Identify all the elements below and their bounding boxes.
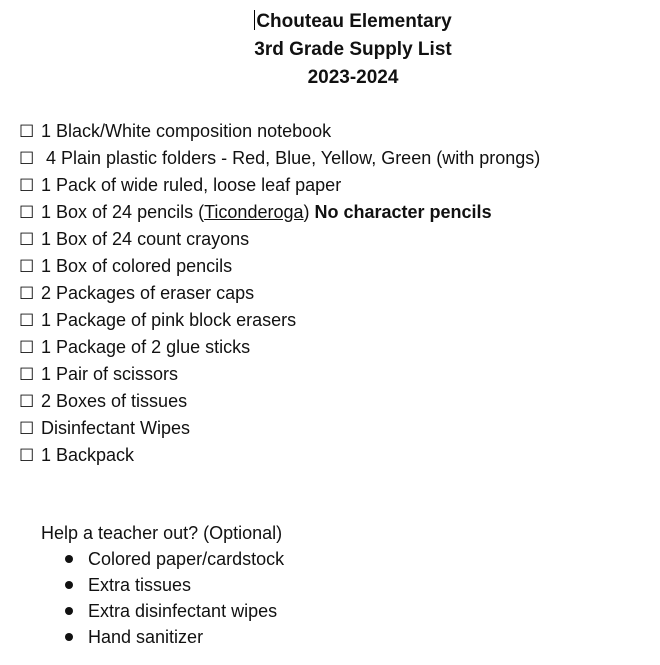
optional-list	[65, 546, 284, 650]
supply-item-text: 1 Pair of scissors	[41, 364, 179, 384]
supply-item	[19, 388, 540, 415]
list-item	[65, 546, 284, 572]
pencil-brand: Ticonderoga	[204, 202, 304, 222]
supply-item	[19, 361, 540, 388]
bullet-icon	[65, 607, 73, 615]
supply-item	[19, 307, 540, 334]
list-title: 3rd Grade Supply List	[254, 39, 452, 60]
checkbox-icon[interactable]: ☐	[19, 122, 35, 141]
checkbox-icon[interactable]: ☐	[19, 230, 35, 249]
bullet-icon	[65, 633, 73, 641]
supply-item-text: Disinfectant Wipes	[41, 418, 191, 438]
checkbox-icon[interactable]: ☐	[19, 446, 35, 465]
supply-item-text: 1 Pack of wide ruled, loose leaf paper	[41, 175, 342, 195]
supply-item-text: 1 Backpack	[41, 445, 135, 465]
supply-item-text: 4 Plain plastic folders - Red, Blue, Yellow, Green (with prongs)	[41, 148, 541, 168]
pencil-note: No character pencils	[314, 202, 492, 222]
optional-item-text: Extra disinfectant wipes	[88, 601, 278, 621]
supply-item-text: 1 Black/White composition notebook	[41, 121, 332, 141]
supply-item-text-after: )	[303, 202, 315, 222]
checkbox-icon[interactable]: ☐	[19, 203, 35, 222]
list-item	[65, 598, 284, 624]
supply-item	[19, 280, 540, 307]
checkbox-icon[interactable]: ☐	[19, 419, 35, 438]
checkbox-icon[interactable]: ☐	[19, 311, 35, 330]
supply-item	[19, 334, 540, 361]
supply-item-text: 1 Box of colored pencils	[41, 256, 233, 276]
checkbox-icon[interactable]: ☐	[19, 284, 35, 303]
school-name	[0, 8, 660, 36]
supply-item-text: 2 Boxes of tissues	[41, 391, 188, 411]
optional-heading: Help a teacher out? (Optional)	[41, 523, 283, 543]
supply-item	[19, 118, 540, 145]
checkbox-icon[interactable]: ☐	[19, 338, 35, 357]
supply-item-text: 1 Box of 24 count crayons	[41, 229, 250, 249]
supply-item	[19, 199, 540, 226]
school-year: 2023-2024	[307, 67, 399, 88]
list-item	[65, 624, 284, 650]
supply-item	[19, 253, 540, 280]
supply-item	[19, 145, 540, 172]
supply-item	[19, 415, 540, 442]
supply-item	[19, 442, 540, 469]
checkbox-icon[interactable]: ☐	[19, 149, 35, 168]
checkbox-icon[interactable]: ☐	[19, 176, 35, 195]
supply-item-text: 1 Box of 24 pencils (	[41, 202, 205, 222]
supply-checklist	[19, 118, 540, 469]
bullet-icon	[65, 555, 73, 563]
supply-item-text: 1 Package of 2 glue sticks	[41, 337, 251, 357]
supply-item-text: 2 Packages of eraser caps	[41, 283, 255, 303]
optional-item-text: Colored paper/cardstock	[88, 549, 285, 569]
checkbox-icon[interactable]: ☐	[19, 392, 35, 411]
optional-item-text: Extra tissues	[88, 575, 192, 595]
school-name-text: Chouteau Elementary	[256, 11, 452, 32]
optional-item-text: Hand sanitizer	[88, 627, 204, 647]
supply-item	[19, 172, 540, 199]
list-item	[65, 572, 284, 598]
checkbox-icon[interactable]: ☐	[19, 365, 35, 384]
checkbox-icon[interactable]: ☐	[19, 257, 35, 276]
bullet-icon	[65, 581, 73, 589]
supply-item	[19, 226, 540, 253]
supply-item-text: 1 Package of pink block erasers	[41, 310, 297, 330]
document-title	[0, 8, 660, 92]
